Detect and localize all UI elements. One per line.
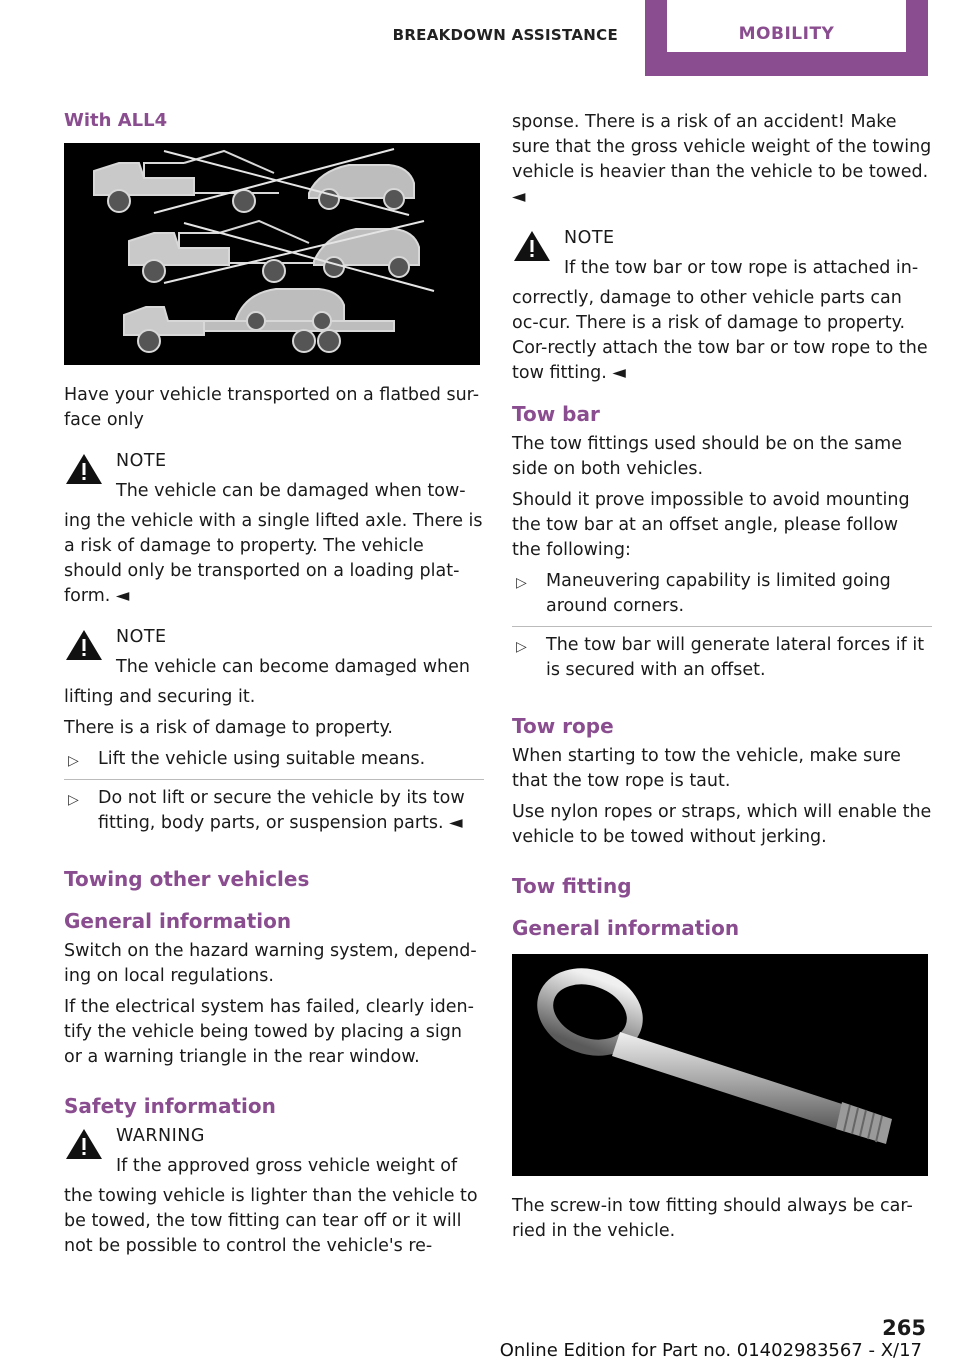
bullet-triangle-icon: ▷ [516, 575, 527, 591]
tow-fitting-image [512, 954, 928, 1176]
note-text: correctly, damage to other vehicle parts can oc-cur. There is a risk of damage to property. Cor-rectly attach the tow bar or tow rope to the tow fitting. ◄ [512, 288, 928, 383]
note-text: ing the vehicle with a single lifted axle. There is a risk of damage to property. The vehicle should only be transported on a loading plat-form. ◄ [64, 511, 483, 606]
towrope-paragraph-2: Use nylon ropes or straps, which will enable the vehicle to be towed without jerking. [512, 802, 932, 847]
note-block-2 [64, 625, 484, 710]
hazard-paragraph: Switch on the hazard warning system, depend-ing on local regulations. [64, 941, 477, 986]
note-first-line: The vehicle can be damaged when tow- [116, 481, 466, 501]
list-item: ▷ Do not lift or secure the vehicle by its tow fitting, body parts, or suspension parts. ◄ [64, 779, 484, 843]
heading-all4: With ALL4 [64, 110, 168, 131]
warning-triangle-icon [512, 228, 552, 264]
note-text: lifting and securing it. [64, 687, 256, 707]
note-block-1 [64, 449, 484, 609]
flatbed-paragraph: Have your vehicle transported on a flatbed sur-face only [64, 385, 480, 430]
trucks-svg [64, 143, 480, 365]
heading-general-information: General information [512, 916, 740, 940]
note-first-line: The vehicle can become damaged when [116, 657, 470, 677]
note-first-line: If the tow bar or tow rope is attached in- [564, 258, 919, 278]
towbar-paragraph-2: Should it prove impossible to avoid mounting the tow bar at an offset angle, please follow the following: [512, 490, 910, 560]
heading-tow-rope: Tow rope [512, 714, 614, 738]
warning-label: WARNING [116, 1126, 205, 1146]
heading-tow-bar: Tow bar [512, 402, 600, 426]
chapter-tab [645, 0, 928, 76]
warning-text: the towing vehicle is lighter than the vehicle to be towed, the tow fitting can tear off or it will not be possible to control the vehicle's re- [64, 1186, 478, 1256]
warning-block [64, 1124, 484, 1259]
note-label: NOTE [564, 228, 615, 248]
note-label: NOTE [116, 451, 167, 471]
bullet-triangle-icon: ▷ [516, 639, 527, 655]
screw-in-paragraph: The screw-in tow fitting should always be car-ried in the vehicle. [512, 1196, 913, 1241]
section-title: BREAKDOWN ASSISTANCE [392, 26, 618, 44]
bullet-triangle-icon: ▷ [68, 792, 79, 808]
towing-trucks-illustration [64, 143, 480, 365]
list-item: ▷ The tow bar will generate lateral forces if it is secured with an offset. [512, 626, 932, 690]
warning-triangle-icon [64, 1126, 104, 1162]
towbar-list [512, 569, 932, 690]
chapter-tab-inner [667, 0, 906, 52]
page-header [0, 0, 960, 76]
page-footer [0, 1316, 960, 1362]
heading-tow-fitting: Tow fitting [512, 874, 632, 898]
warning-first-line: If the approved gross vehicle weight of [116, 1156, 458, 1176]
warning-triangle-icon [64, 627, 104, 663]
right-column [512, 110, 932, 1250]
towrope-paragraph-1: When starting to tow the vehicle, make sure that the tow rope is taut. [512, 746, 901, 791]
tow-fitting-svg [512, 954, 928, 1176]
list-item: ▷ Lift the vehicle using suitable means. [64, 747, 484, 779]
bullet-triangle-icon: ▷ [68, 753, 79, 769]
page-number: 265 [882, 1316, 926, 1340]
towbar-paragraph-1: The tow fittings used should be on the same side on both vehicles. [512, 434, 902, 479]
chapter-tab-label: MOBILITY [738, 24, 835, 44]
heading-safety-information: Safety information [64, 1094, 276, 1118]
electrical-paragraph: If the electrical system has failed, clearly iden-tify the vehicle being towed by placing a sign or a warning triangle in the rear window. [64, 997, 474, 1067]
heading-general-information: General information [64, 909, 292, 933]
risk-paragraph: There is a risk of damage to property. [64, 718, 393, 738]
note-label: NOTE [116, 627, 167, 647]
left-column [64, 110, 484, 1265]
list-item: ▷ Maneuvering capability is limited going around corners. [516, 571, 891, 616]
lift-list [64, 747, 484, 843]
warning-triangle-icon [64, 451, 104, 487]
continued-paragraph: sponse. There is a risk of an accident! Make sure that the gross vehicle weight of the towing vehicle is heavier than the vehicle to be towed. ◄ [512, 112, 932, 207]
edition-text: Online Edition for Part no. 01402983567 - X/17 [499, 1340, 922, 1361]
heading-towing-other-vehicles: Towing other vehicles [64, 867, 310, 891]
note-block-3 [512, 226, 932, 386]
